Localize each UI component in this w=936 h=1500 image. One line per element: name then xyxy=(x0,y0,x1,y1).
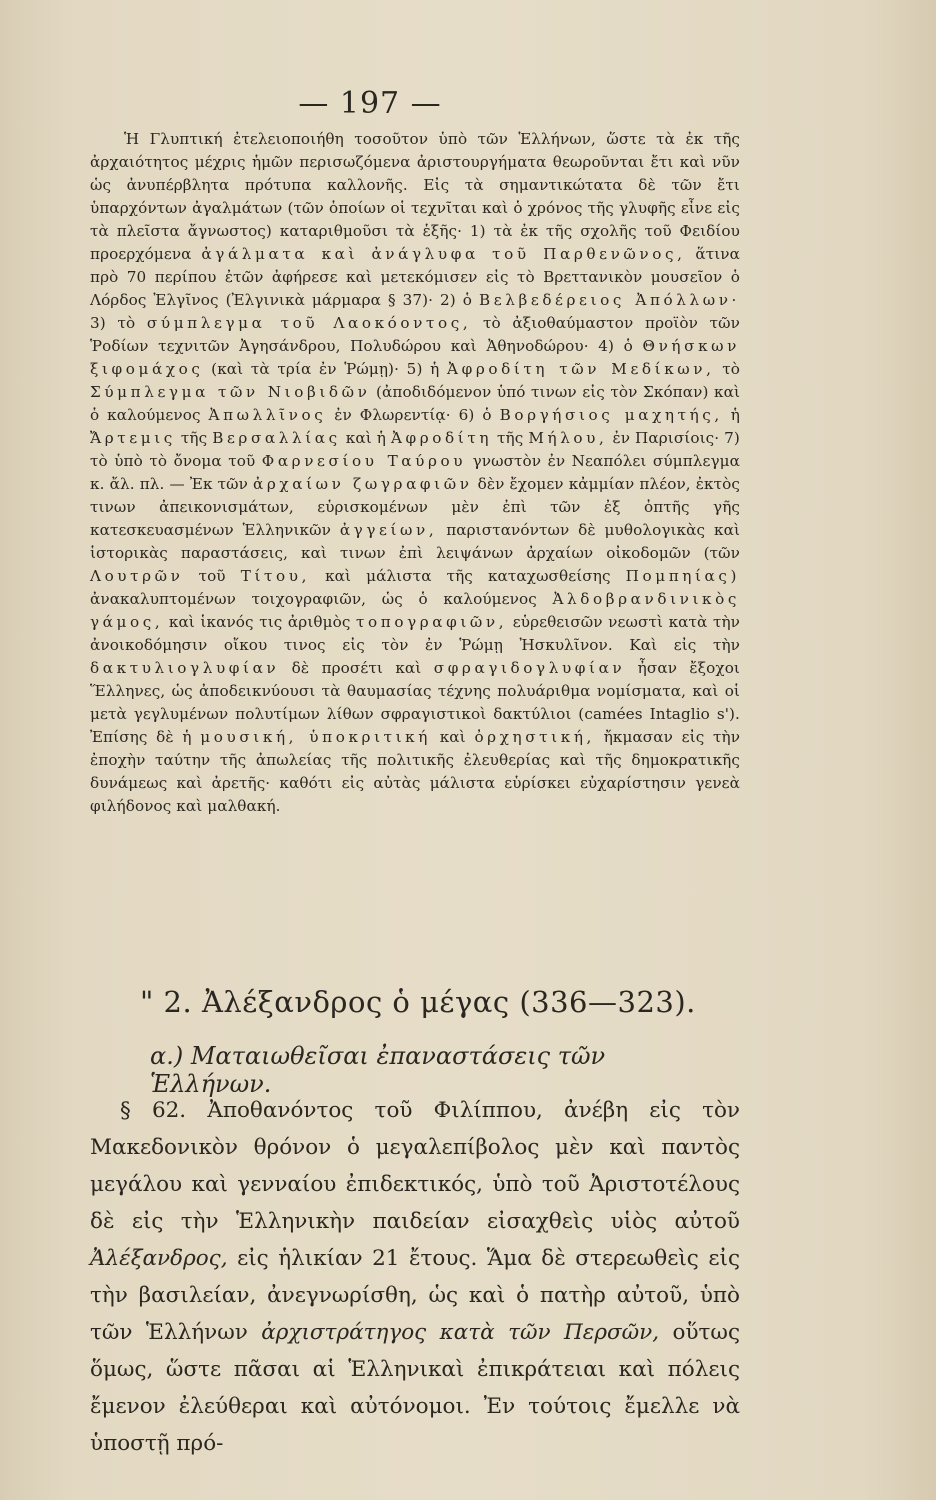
text-run: τὸ xyxy=(722,360,740,378)
spaced-term: Τίτου, xyxy=(240,567,311,585)
spaced-term: Ἀπωλλῖνος xyxy=(208,406,327,424)
spaced-term: Πομπηίας) xyxy=(625,567,741,585)
text-run: 3) τὸ xyxy=(90,314,136,332)
text-run: τοῦ xyxy=(198,567,226,585)
spaced-term: ἀρχαίων ζωγραφιῶν xyxy=(253,475,473,493)
text-run: καὶ ἡ xyxy=(345,429,386,447)
text-run: ἅτινα πρὸ 70 περίπου ἐτῶν ἀφήρεσε καὶ μετεκόμισεν εἰς τὸ Βρεττανικὸν μουσεῖον ὁ Λόρδος Ἐλγῖνος (Ἐλγινικὰ μάρμαρα § 37)· 2) ὁ xyxy=(90,245,740,309)
spaced-term: Φαρνεσίου Ταύρου xyxy=(261,452,467,470)
text-run: ἦσαν ἔξοχοι Ἕλληνες, ὡς ἀποδεικνύουσι τὰ θαυμασίας τέχνης πολυάριθμα νομίσματα, καὶ οἱ μετὰ γεγλυμένων πολυτίμων λίθων σφραγιστικοὶ δακτύλιοι (camées Intaglio s'). Ἐπίσης δὲ ἡ xyxy=(90,659,740,746)
text-run: ἐν Φλωρεντίᾳ· 6) ὁ xyxy=(334,406,492,424)
text-run: ἡ xyxy=(730,406,740,424)
text-run: εὑρεθεισῶν νεωστὶ κατὰ τὴν ἀνοικοδόμησιν οἴκου τινος εἰς τὸν ἐν Ῥώμῃ Ἠσκυλῖνον. Καὶ εἰς τὴν xyxy=(90,613,740,654)
spaced-term: Βοργήσιος μαχητής, xyxy=(499,406,723,424)
spaced-term: μουσική, ὑποκριτική xyxy=(200,728,431,746)
spaced-term: Βερσαλλίας xyxy=(212,429,341,447)
italic-term: Ἀλέξανδρος, xyxy=(90,1246,228,1271)
text-run: τῆς xyxy=(180,429,208,447)
text-run: ἐν Παρισίοις· 7) τὸ ὑπὸ τὸ ὄνομα τοῦ xyxy=(90,429,740,470)
spaced-term: Λουτρῶν xyxy=(90,567,184,585)
text-run: δὲ προσέτι καὶ xyxy=(291,659,422,677)
alexander-paragraph xyxy=(90,1092,740,1462)
italic-term: ἀρχιστράτηγος κατὰ τῶν Περσῶν, xyxy=(261,1320,660,1345)
text-run: § 62. Ἀποθανόντος τοῦ Φιλίππου, ἀνέβη εἰς τὸν Μακεδονικὸν θρόνον ὁ μεγαλεπίβολος μὲν καὶ παντὸς μεγάλου καὶ γενναίου ἐπιδεκτικός, ὑπὸ τοῦ Ἀριστοτέλους δὲ εἰς τὴν Ἑλληνικὴν παιδείαν εἰσαχθεὶς υἱὸς αὐτοῦ xyxy=(90,1098,740,1234)
spaced-term: σφραγιδογλυφίαν xyxy=(433,659,626,677)
spaced-term: Μήλου, xyxy=(528,429,608,447)
text-run: εἰς ἡλικίαν 21 ἔτους. Ἅμα δὲ στερεωθεὶς εἰς τὴν βασιλείαν, ἀνεγνωρίσθη, ὡς καὶ ὁ πατὴρ αὐτοῦ, ὑπὸ τῶν Ἑλλήνων xyxy=(90,1246,740,1345)
spaced-term: ἀγγείων, xyxy=(339,521,438,539)
text-run: δὲν ἔχομεν κἀμμίαν πλέον, ἐκτὸς τινων ἀπεικονισμάτων, εὑρισκομένων μὲν ἐπὶ τῶν ἐξ ὀπτῆς γῆς κατεσκευασμένων Ἑλληνικῶν xyxy=(90,475,740,539)
spaced-term: Ἀλδοβρανδινικὸς γάμος, xyxy=(90,590,740,631)
small-print-paragraph xyxy=(90,128,740,818)
text-run: παριστανόντων δὲ μυθολογικὰς καὶ ἱστορικὰς παραστάσεις, καὶ τινων ἐπὶ λειψάνων ἀρχαίων οἰκοδομῶν (τῶν xyxy=(90,521,740,562)
spaced-term: τοπογραφιῶν, xyxy=(356,613,508,631)
section-heading: " 2. Ἀλέξανδρος ὁ μέγας (336—323). xyxy=(140,985,696,1019)
spaced-term: Θνήσκων ξιφομάχος xyxy=(90,337,740,378)
main-text xyxy=(90,1092,740,1462)
text-run: τὸ ἀξιοθαύμαστον προϊὸν τῶν Ῥοδίων τεχνιτῶν Ἀγησάνδρου, Πολυδώρου καὶ Ἀθηνοδώρου· 4) ὁ xyxy=(90,314,740,355)
spaced-term: Βελβεδέρειος Ἀπόλλων· xyxy=(479,291,740,309)
spaced-term: Ἀφροδίτη τῶν Μεδίκων, xyxy=(447,360,715,378)
spaced-term: σύμπλεγμα τοῦ Λαοκόοντος, xyxy=(146,314,472,332)
text-run: ἀνακαλυπτομένων τοιχογραφιῶν, ὡς ὁ καλούμενος xyxy=(90,590,537,608)
text-run: καὶ μάλιστα τῆς καταχωσθείσης xyxy=(325,567,611,585)
text-run: καὶ ἱκανός τις ἀριθμὸς xyxy=(168,613,351,631)
sculpture-paragraph xyxy=(90,128,740,818)
text-run: (καὶ τὰ τρία ἐν Ῥώμῃ)· 5) ἡ xyxy=(211,360,440,378)
spaced-term: Σύμπλεγμα τῶν Νιοβιδῶν xyxy=(90,383,371,401)
text-run: (ἀποδιδόμενον ὑπό τινων εἰς τὸν Σκόπαν) καὶ ὁ καλούμενος xyxy=(90,383,741,424)
text-run: οὕτως ὅμως, ὥστε πᾶσαι αἱ Ἑλληνικαὶ ἐπικράτειαι καὶ πόλεις ἔμενον ἐλεύθεραι καὶ αὐτόνομοι. Ἐν τούτοις ἔμελλε νὰ ὑποστῇ πρό- xyxy=(90,1320,740,1456)
subsection-heading: α.) Ματαιωθεῖσαι ἐπαναστάσεις τῶν Ἑλλήνων. xyxy=(150,1042,606,1098)
spaced-term: Ἀφροδίτη xyxy=(390,429,493,447)
spaced-term: Ἄρτεμις xyxy=(90,429,176,447)
text-run: γνωστὸν ἐν Νεαπόλει σύμπλεγμα κ. ἄλ. πλ. — Ἐκ τῶν xyxy=(90,452,740,493)
text-run: ἤκμασαν εἰς τὴν ἐποχὴν ταύτην τῆς ἀπωλείας τῆς πολιτικῆς ἐλευθερίας καὶ τῆς δημοκρατικῆς δυνάμεως καὶ ἀρετῆς· καθότι εἰς αὐτὰς μάλιστα εὑρίσκει εὐχαρίστησιν γενεὰ φιλήδονος καὶ μαλθακή. xyxy=(90,728,741,815)
text-run: τῆς xyxy=(497,429,524,447)
page-number: — 197 — xyxy=(298,86,442,121)
text-run: καὶ xyxy=(439,728,466,746)
spaced-term: δακτυλιογλυφίαν xyxy=(90,659,280,677)
text-run: Ἡ Γλυπτική ἐτελειοποιήθη τοσοῦτον ὑπὸ τῶν Ἑλλήνων, ὥστε τὰ ἐκ τῆς ἀρχαιότητος μέχρις ἡμῶν περισωζόμενα ἀριστουργήματα θεωροῦνται ἔτι καὶ νῦν ὡς ἀνυπέρβλητα πρότυπα καλλονῆς. Εἰς τὰ σημαντικώτατα δὲ τῶν ἔτι ὑπαρχόντων ἀγαλμάτων (τῶν ὁποίων οἱ τεχνῖται καὶ ὁ χρόνος τῆς γλυφῆς εἶνε εἰς τὰ πλεῖστα ἄγνωστος) καταριθμοῦσι τὰ ἑξῆς· 1) τὰ ἐκ τῆς σχολῆς τοῦ Φειδίου προερχόμενα xyxy=(90,130,740,263)
spaced-term: ἀγάλματα καὶ ἀνάγλυφα τοῦ Παρθενῶνος, xyxy=(201,245,686,263)
spaced-term: ὀρχηστική, xyxy=(474,728,595,746)
